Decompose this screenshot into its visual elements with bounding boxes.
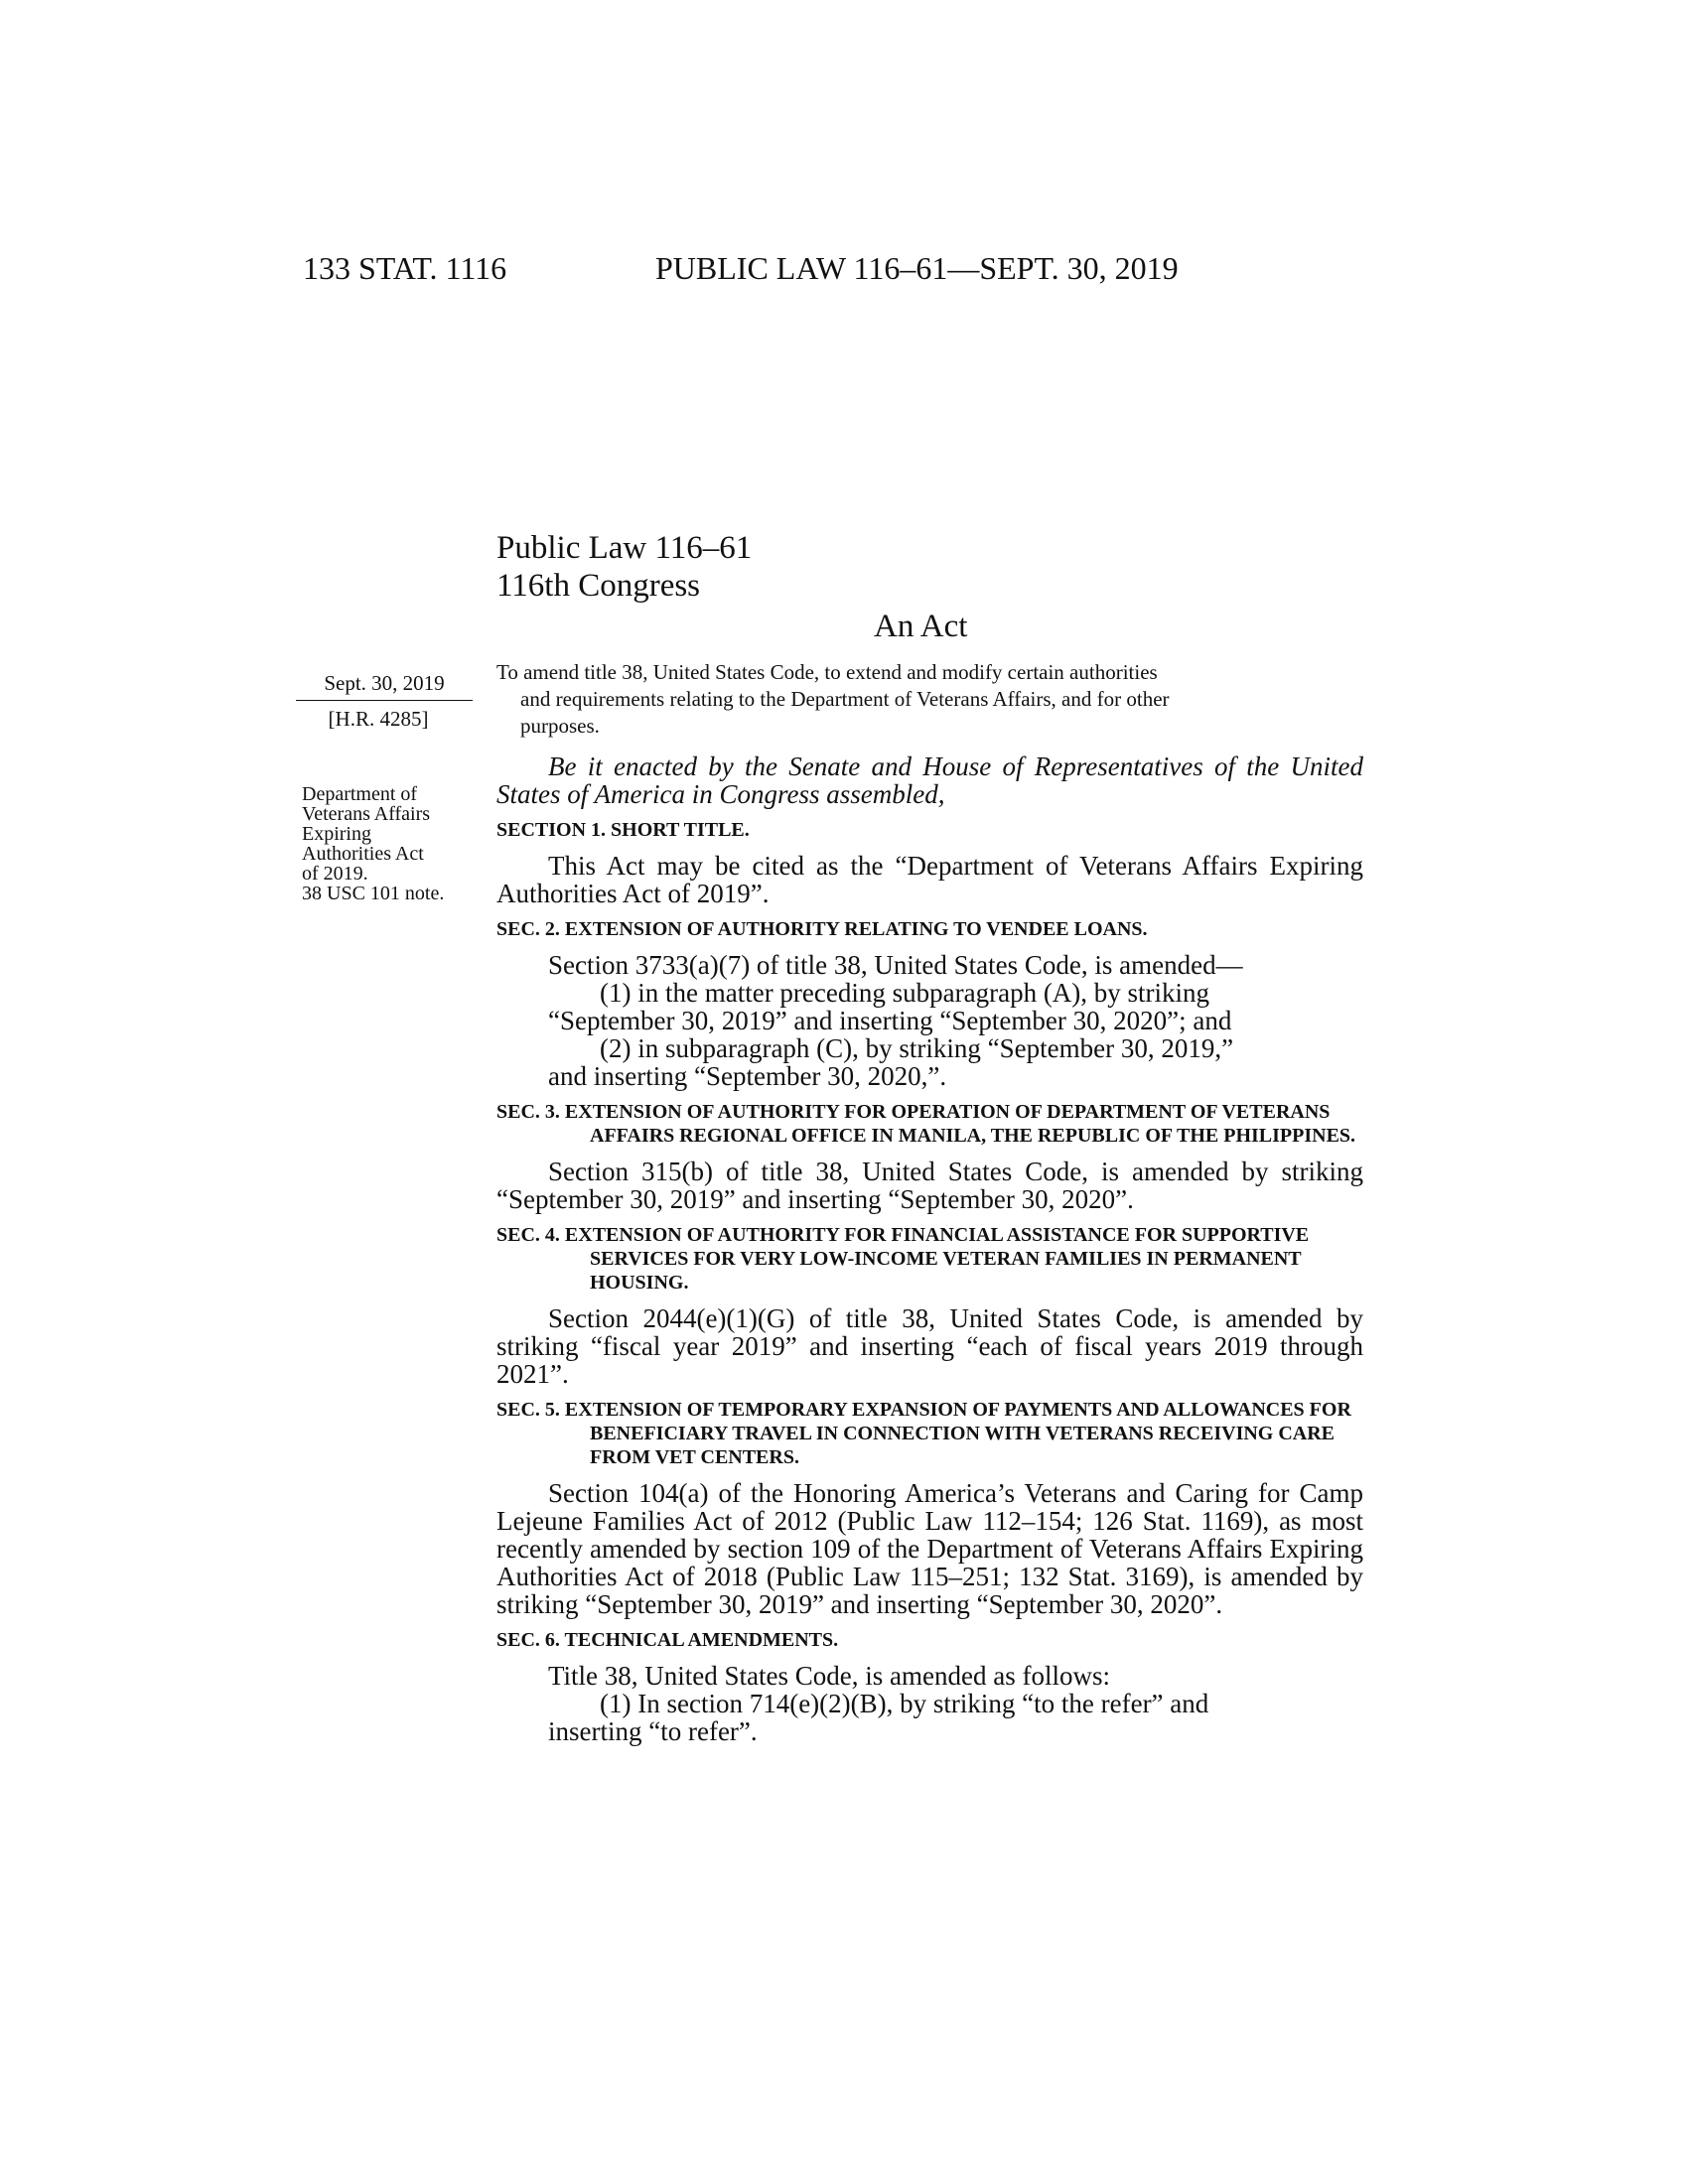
section-6-line: Title 38, United States Code, is amended as follows: [548,1661,1110,1691]
margin-note-line: Veterans Affairs [302,803,431,825]
section-4-text: Section 2044(e)(1)(G) of title 38, United States Code, is amended by striking “fiscal year 2019” and inserting “each of fiscal years 2019 through 2021”. [496,1303,1363,1389]
section-5-heading: SEC. 5. EXTENSION OF TEMPORARY EXPANSION OF PAYMENTS AND ALLOWANCES FOR BENEFICIARY TRAVEL IN CONNECTION WITH VETERANS RECEIVING CARE FROM VET CENTERS. [496,1399,1351,1468]
long-title [496,659,1365,740]
margin-note-line: Department of [302,783,418,805]
section-2-text [496,951,1363,1090]
section-6-line: (1) In section 714(e)(2)(B), by striking “to the refer” and [600,1689,1209,1718]
running-title: PUBLIC LAW 116–61—SEPT. 30, 2019 [655,250,1179,286]
margin-note-line: Authorities Act [302,843,424,865]
long-title-line: and requirements relating to the Department of Veterans Affairs, and for other [520,687,1170,711]
congress: 116th Congress [496,568,701,604]
act-type: An Act [874,609,968,644]
section-6-heading: SEC. 6. TECHNICAL AMENDMENTS. [496,1629,839,1651]
section-6-line: inserting “to refer”. [548,1716,758,1746]
long-title-line: To amend title 38, United States Code, to extend and modify certain authorities [496,660,1158,684]
margin-note-line: of 2019. [302,863,368,885]
stat-page-number: 133 STAT. 1116 [303,250,507,286]
long-title-line: purposes. [520,714,600,738]
enacting-clause: Be it enacted by the Senate and House of Representatives of the United States of America in Congress assembled, [496,751,1363,809]
section-1-heading: SECTION 1. SHORT TITLE. [496,819,750,841]
section-2-line: Section 3733(a)(7) of title 38, United States Code, is amended— [548,950,1243,980]
enactment-date: Sept. 30, 2019 [296,671,473,701]
section-2-line: (1) in the matter preceding subparagraph (A), by striking [600,978,1210,1008]
section-2-line: and inserting “September 30, 2020,”. [548,1061,947,1091]
bill-number: [H.R. 4285] [328,707,429,731]
law-number: Public Law 116–61 [496,530,753,566]
section-1-text: This Act may be cited as the “Department of Veterans Affairs Expiring Authorities Act of 2019”. [496,851,1363,908]
law-heading [496,529,752,605]
section-3-heading: SEC. 3. EXTENSION OF AUTHORITY FOR OPERATION OF DEPARTMENT OF VETERANS AFFAIRS REGIONAL OFFICE IN MANILA, THE REPUBLIC OF THE PHILIPPINES. [496,1101,1356,1147]
section-6-text [496,1662,1363,1745]
margin-date-block [296,671,473,732]
margin-note-line: Expiring [302,823,371,845]
section-4-heading: SEC. 4. EXTENSION OF AUTHORITY FOR FINANCIAL ASSISTANCE FOR SUPPORTIVE SERVICES FOR VERY LOW-INCOME VETERAN FAMILIES IN PERMANENT HOUSING. [496,1224,1310,1294]
section-5-text: Section 104(a) of the Honoring America’s Veterans and Caring for Camp Lejeune Families Act of 2012 (Public Law 112–154; 126 Stat. 1169), as most recently amended by section 109 of the Department of Veterans Affairs Expiring Authorities Act of 2018 (Public Law 115–251; 132 Stat. 3169), is amended by striking “September 30, 2019” and inserting “September 30, 2020”. [496,1478,1363,1619]
usc-note: 38 USC 101 note. [302,883,445,904]
section-2-line: “September 30, 2019” and inserting “September 30, 2020”; and [548,1006,1232,1035]
section-2-heading: SEC. 2. EXTENSION OF AUTHORITY RELATING TO VENDEE LOANS. [496,918,1148,940]
body-text [496,752,1363,1745]
margin-note-short-title [302,784,481,903]
section-2-line: (2) in subparagraph (C), by striking “September 30, 2019,” [600,1033,1234,1063]
section-3-text: Section 315(b) of title 38, United States Code, is amended by striking “September 30, 2019” and inserting “September 30, 2020”. [496,1157,1363,1214]
